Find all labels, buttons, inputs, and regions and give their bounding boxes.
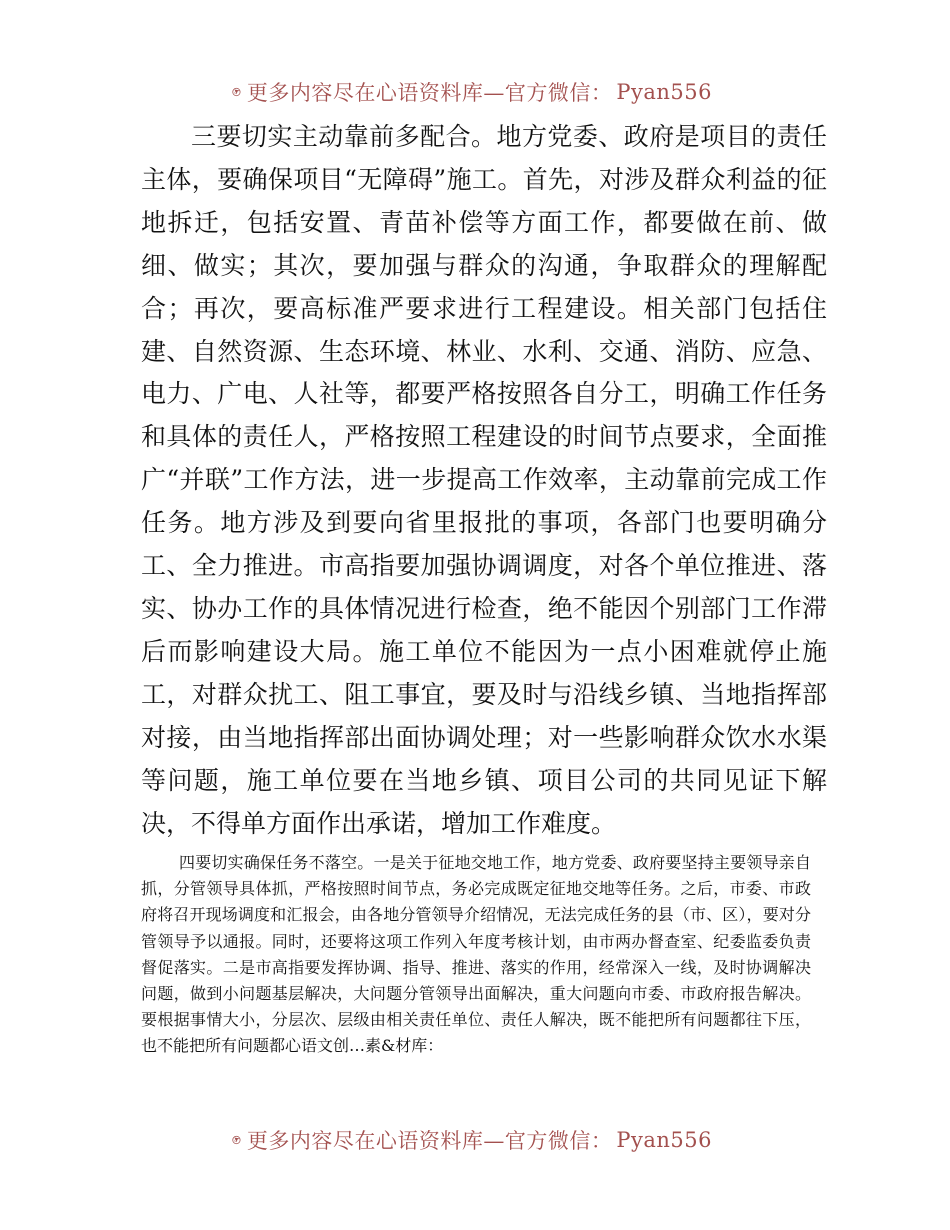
footer-banner-text: 更多内容尽在心语资料库—官方微信：: [246, 1129, 613, 1153]
footer-wechat-id: Pyan556: [616, 1128, 712, 1152]
body-paragraph-1: 三要切实主动靠前多配合。地方党委、政府是项目的责任主体，要确保项目“无障碍”施工。首先，对涉及群众利益的征地拆迁，包括安置、青苗补偿等方面工作，都要做在前、做细、做实；其次，要加强与群众的沟通，争取群众的理解配合；再次，要高标准严要求进行工程建设。相关部门包括住建、自然资源、生态环境、林业、水利、交通、消防、应急、电力、广电、人社等，都要严格按照各自分工，明确工作任务和具体的责任人，严格按照工程建设的时间节点要求，全面推广“并联”工作方法，进一步提高工作效率，主动靠前完成工作任务。地方涉及到要向省里报批的事项，各部门也要明确分工、全力推进。市高指要加强协调调度，对各个单位推进、落实、协办工作的具体情况进行检查，绝不能因个别部门工作滞后而影响建设大局。施工单位不能因为一点小困难就停止施工，对群众扰工、阻工事宜，要及时与沿线乡镇、当地指挥部对接，由当地指挥部出面协调处理；对一些影响群众饮水水渠等问题，施工单位要在当地乡镇、项目公司的共同见证下解决，不得单方面作出承诺，增加工作难度。: [141, 122, 827, 838]
header-wechat-id: Pyan556: [616, 80, 712, 104]
brand-logo-icon: [232, 1122, 241, 1158]
header-banner: [232, 72, 712, 112]
footer-banner: [232, 1120, 712, 1160]
brand-logo-icon: [232, 74, 241, 110]
header-banner-text: 更多内容尽在心语资料库—官方微信：: [246, 81, 613, 105]
body-paragraph-2: 四要切实确保任务不落空。一是关于征地交地工作，地方党委、政府要坚持主要领导亲自抓，分管领导具体抓，严格按照时间节点，务必完成既定征地交地等任务。之后，市委、市政府将召开现场调度和汇报会，由各地分管领导介绍情况，无法完成任务的县（市、区），要对分管领导予以通报。同时，还要将这项工作列入年度考核计划，由市两办督查室、纪委监委负责督促落实。二是市高指要发挥协调、指导、推进、落实的作用，经常深入一线，及时协调解决问题，做到小问题基层解决，大问题分管领导出面解决，重大问题向市委、市政府报告解决。要根据事情大小，分层次、层级由相关责任单位、责任人解决，既不能把所有问题都往下压，也不能把所有问题都心语文创…素&材库：: [141, 853, 811, 1056]
